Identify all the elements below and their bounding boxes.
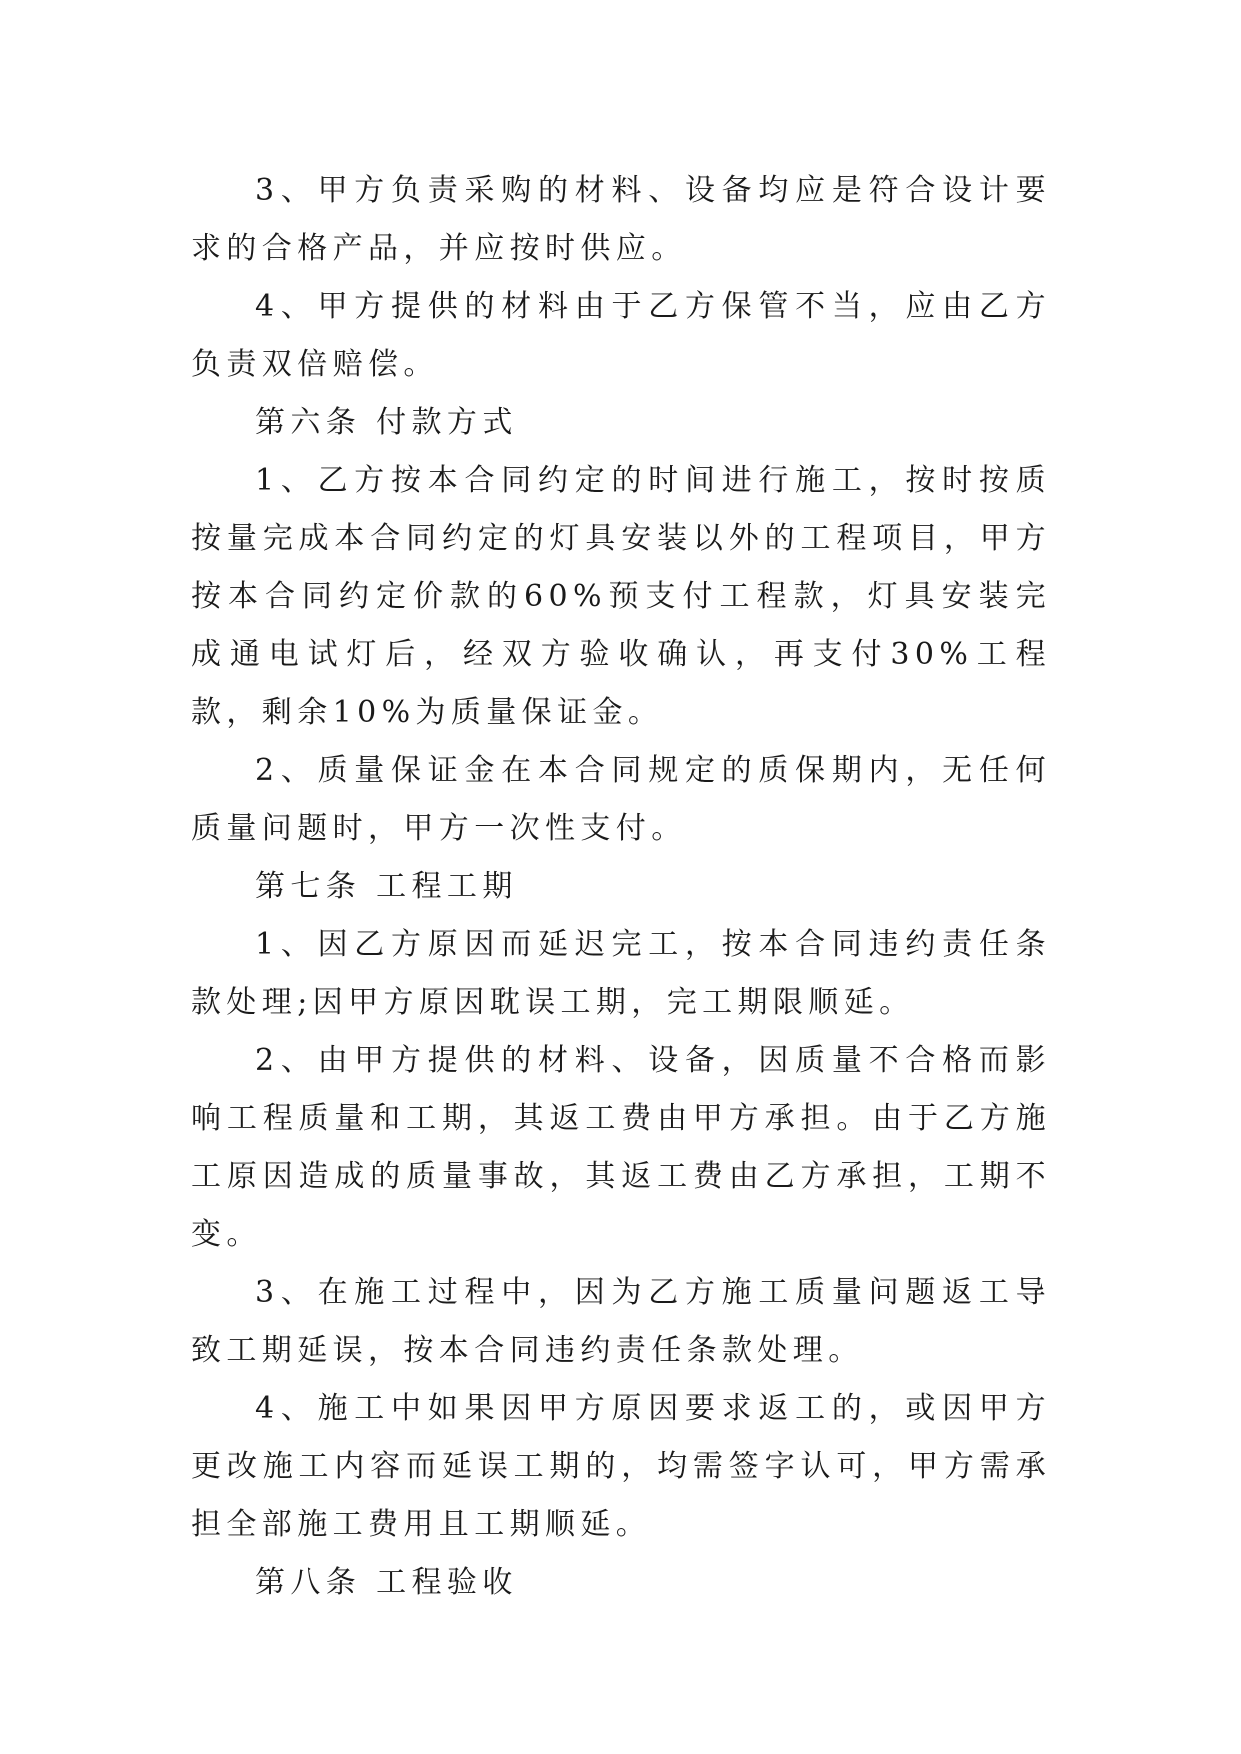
clause-5-item-4: 4、甲方提供的材料由于乙方保管不当，应由乙方负责双倍赔偿。 xyxy=(191,289,1051,382)
clause-7-item-3: 3、在施工过程中，因为乙方施工质量问题返工导致工期延误，按本合同违约责任条款处理。 xyxy=(191,1275,1051,1368)
article-7-heading: 第七条 工程工期 xyxy=(255,869,518,904)
clause-7-item-4: 4、施工中如果因甲方原因要求返工的，或因甲方更改施工内容而延误工期的，均需签字认可，甲方需承担全部施工费用且工期顺延。 xyxy=(191,1391,1051,1542)
clause-6-item-2: 2、质量保证金在本合同规定的质保期内，无任何质量问题时，甲方一次性支付。 xyxy=(191,753,1051,846)
document-body xyxy=(191,162,1051,1612)
clause-7-item-1: 1、因乙方原因而延迟完工，按本合同违约责任条款处理;因甲方原因耽误工期，完工期限顺延。 xyxy=(191,927,1051,1020)
clause-6-item-1: 1、乙方按本合同约定的时间进行施工，按时按质按量完成本合同约定的灯具安装以外的工程项目，甲方按本合同约定价款的60%预支付工程款，灯具安装完成通电试灯后，经双方验收确认，再支付30%工程款，剩余10%为质量保证金。 xyxy=(191,463,1051,730)
clause-7-item-2: 2、由甲方提供的材料、设备，因质量不合格而影响工程质量和工期，其返工费由甲方承担。由于乙方施工原因造成的质量事故，其返工费由乙方承担，工期不变。 xyxy=(191,1043,1051,1252)
article-6-heading: 第六条 付款方式 xyxy=(255,405,518,440)
clause-5-item-3: 3、甲方负责采购的材料、设备均应是符合设计要求的合格产品，并应按时供应。 xyxy=(191,173,1051,266)
article-8-heading: 第八条 工程验收 xyxy=(255,1565,518,1600)
